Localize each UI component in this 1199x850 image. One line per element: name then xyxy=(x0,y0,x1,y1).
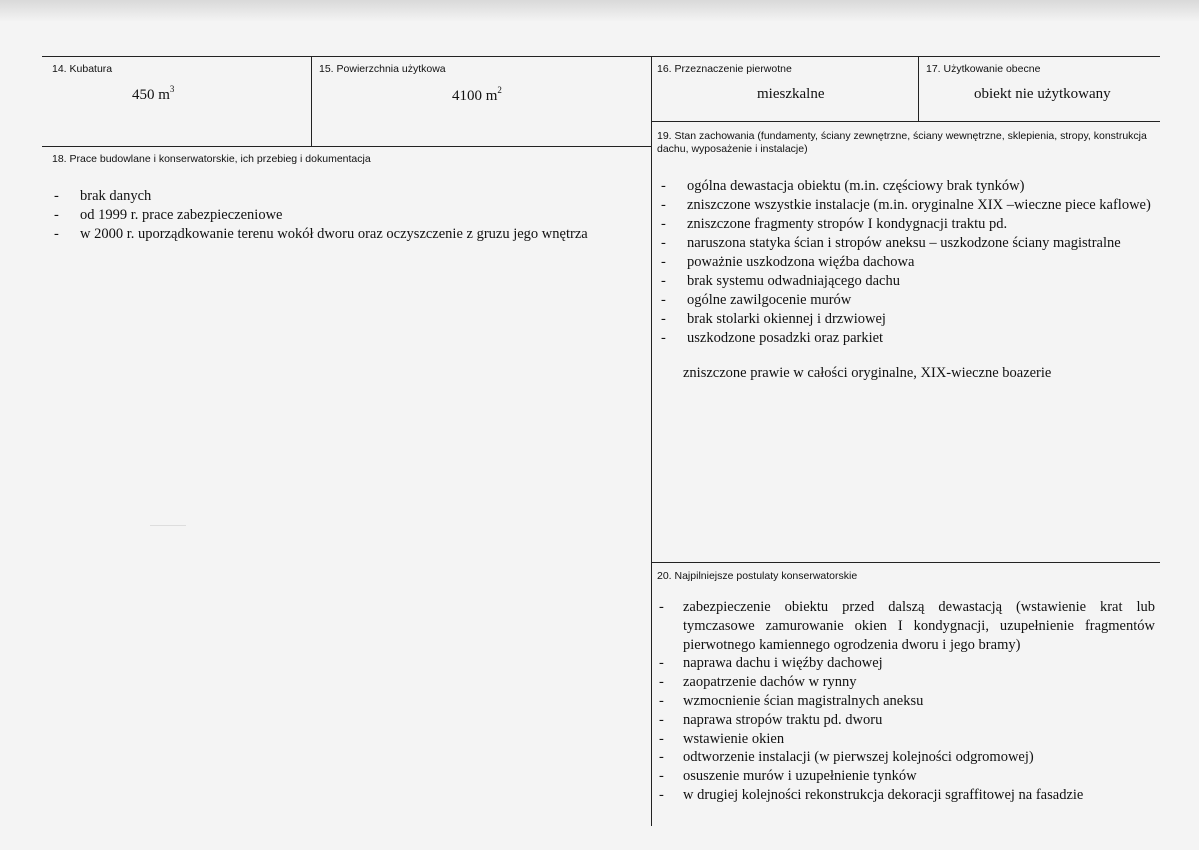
rule-under-16-17 xyxy=(651,121,1160,122)
list-item: - wzmocnienie ścian magistralnych aneksu xyxy=(657,692,1155,711)
field-15-label: 15. Powierzchnia użytkowa xyxy=(319,63,446,75)
list-item: - naprawa stropów traktu pd. dworu xyxy=(657,711,1155,730)
field-19-list xyxy=(659,177,1151,348)
list-item: - w 2000 r. uporządkowanie terenu wokół dworu oraz oczyszczenie z gruzu jego wnętrza xyxy=(52,225,642,244)
list-item: - zabezpieczenie obiektu przed dalszą dewastacją (wstawienie krat lub tymczasowe zamurowanie okien I kondygnacji, uzupełnienie fragmentów pierwotnego kamiennego ogrodzenia dworu i jego bramy) xyxy=(657,598,1155,654)
field-16-value: mieszkalne xyxy=(757,86,825,102)
field-18-list xyxy=(52,187,642,244)
field-19-extra-line: zniszczone prawie w całości oryginalne, XIX-wieczne boazerie xyxy=(683,365,1052,381)
list-item: - od 1999 r. prace zabezpieczeniowe xyxy=(52,206,642,225)
field-20-list xyxy=(657,598,1155,805)
divider-16-17 xyxy=(918,56,919,122)
list-item: - odtworzenie instalacji (w pierwszej kolejności odgromowej) xyxy=(657,748,1155,767)
list-item: - naprawa dachu i więźby dachowej xyxy=(657,654,1155,673)
divider-14-15 xyxy=(311,56,312,146)
field-16-label: 16. Przeznaczenie pierwotne xyxy=(657,63,792,75)
rule-under-14-15 xyxy=(42,146,651,147)
rule-above-20 xyxy=(651,562,1160,563)
list-item: - brak stolarki okiennej i drzwiowej xyxy=(659,310,1151,329)
scan-shadow xyxy=(0,0,1199,22)
field-14-label: 14. Kubatura xyxy=(52,63,113,75)
list-item: - zaopatrzenie dachów w rynny xyxy=(657,673,1155,692)
field-17-value: obiekt nie użytkowany xyxy=(974,86,1111,102)
top-rule xyxy=(42,56,1160,57)
list-item: - brak danych xyxy=(52,187,642,206)
list-item: - osuszenie murów i uzupełnienie tynków xyxy=(657,767,1155,786)
field-17-label: 17. Użytkowanie obecne xyxy=(926,63,1041,75)
list-item: - brak systemu odwadniającego dachu xyxy=(659,272,1151,291)
list-item: - w drugiej kolejności rekonstrukcja dekoracji sgraffitowej na fasadzie xyxy=(657,786,1155,805)
field-19-label: 19. Stan zachowania (fundamenty, ściany zewnętrzne, ściany wewnętrzne, sklepienia, stropy, konstrukcja dachu, wyposażenie i instalacje) xyxy=(657,130,1147,155)
field-14-exponent: 3 xyxy=(169,84,175,94)
field-20-label: 20. Najpilniejsze postulaty konserwatorskie xyxy=(657,570,858,582)
list-item: - naruszona statyka ścian i stropów aneksu – uszkodzone ściany magistralne xyxy=(659,234,1151,253)
list-item: - wstawienie okien xyxy=(657,730,1155,749)
field-15-value xyxy=(452,85,502,105)
field-18-label: 18. Prace budowlane i konserwatorskie, ich przebieg i dokumentacja xyxy=(52,153,371,165)
field-14-number: 450 m xyxy=(132,87,170,103)
field-15-number: 4100 m xyxy=(452,88,498,104)
field-14-value xyxy=(132,84,174,104)
list-item: - zniszczone wszystkie instalacje (m.in. oryginalne XIX –wieczne piece kaflowe) xyxy=(659,196,1151,215)
list-item: - zniszczone fragmenty stropów I kondygnacji traktu pd. xyxy=(659,215,1151,234)
list-item: - poważnie uszkodzona więźba dachowa xyxy=(659,253,1151,272)
divider-main xyxy=(651,56,652,826)
scan-artifact xyxy=(150,525,186,526)
list-item: - ogólna dewastacja obiektu (m.in. częściowy brak tynków) xyxy=(659,177,1151,196)
list-item: - ogólne zawilgocenie murów xyxy=(659,291,1151,310)
list-item: - uszkodzone posadzki oraz parkiet xyxy=(659,329,1151,348)
field-15-exponent: 2 xyxy=(497,85,502,95)
